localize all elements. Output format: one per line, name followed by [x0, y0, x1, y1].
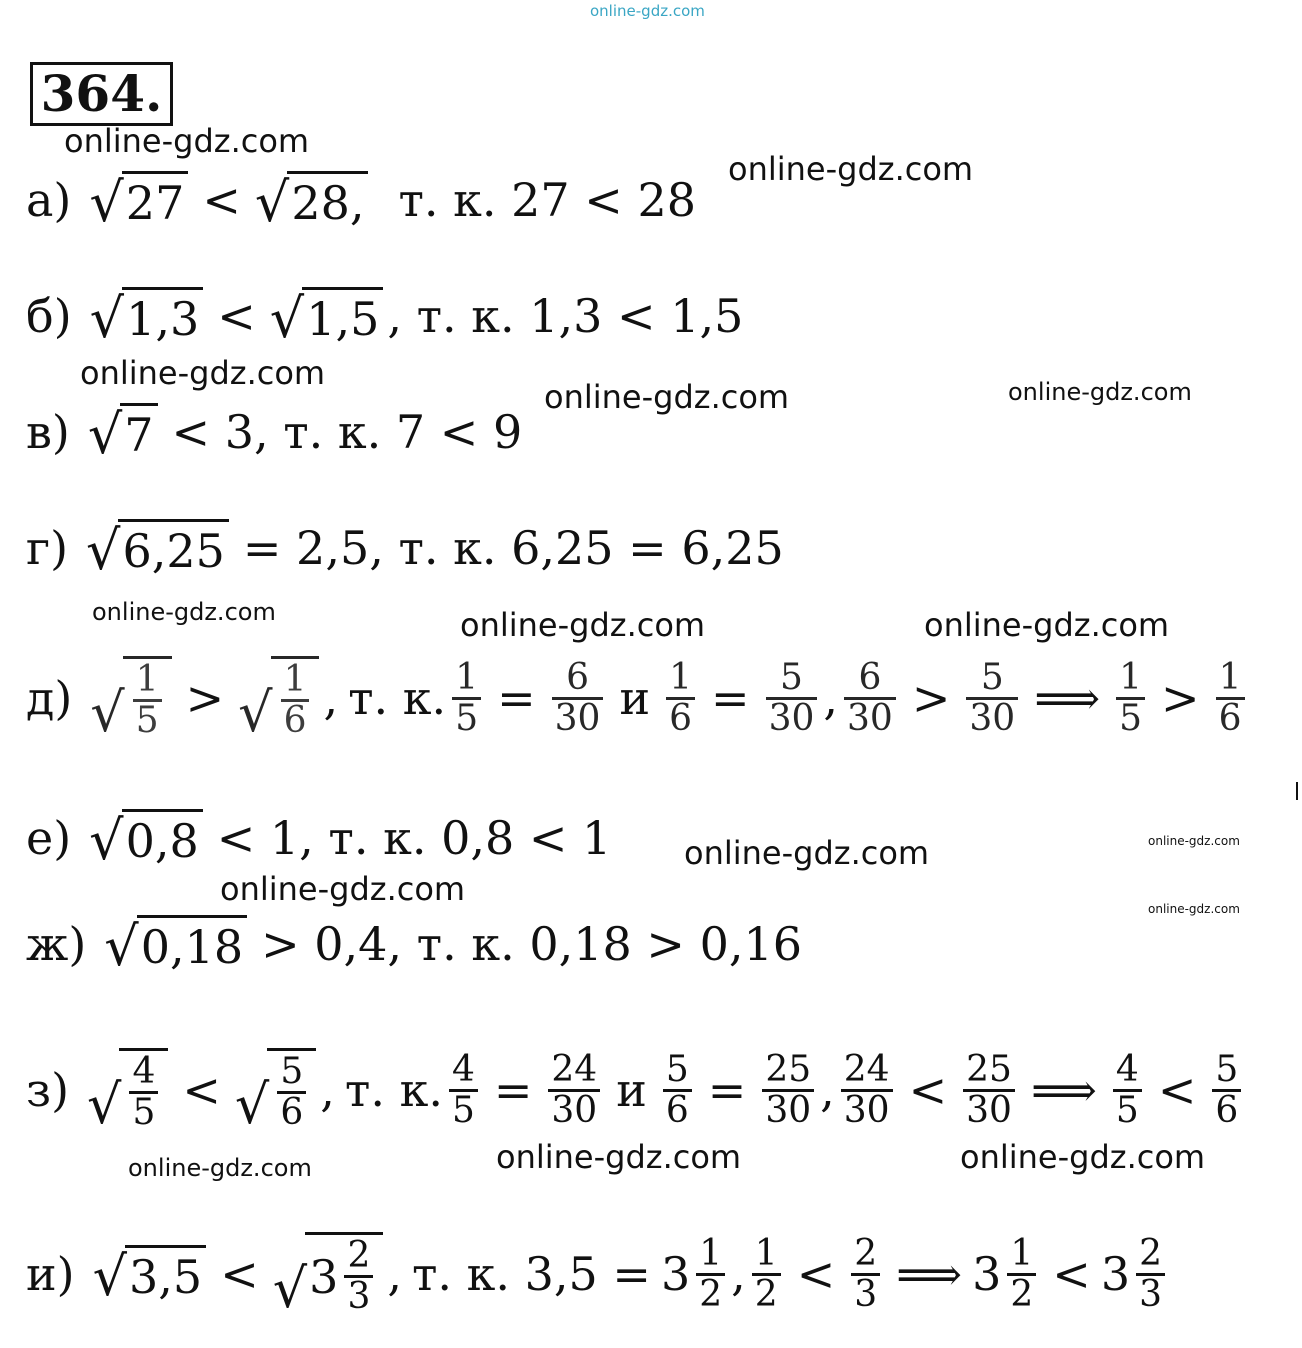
fraction: $\frac{5}{30}$ — [766, 659, 818, 738]
operator: > — [185, 671, 225, 725]
fraction: $\frac{6}{30}$ — [844, 659, 896, 738]
solution-row-d: д) √ $\frac{1}{5}$ > √ $\frac{1}{6}$ , т. к. $\frac{1}{5}$ = $\frac{6}{30}$ и $\frac{1}{6}$ = $\frac{5}{30}$ , $\frac{6}{30}$ > $\frac{5}{30}$ ⟹ $\frac{1}{5}$ > $\frac{1}{6}$ — [26, 652, 1251, 744]
solution-row-b — [26, 276, 743, 356]
item-label: е) — [26, 811, 72, 865]
solution-row-g — [26, 508, 784, 588]
operator: < — [220, 1247, 259, 1301]
fraction: $\frac{5}{30}$ — [966, 659, 1018, 738]
fraction: $\frac{1}{5}$ — [452, 659, 481, 738]
solution-row-a — [26, 160, 696, 240]
item-label: г) — [26, 521, 69, 575]
watermark: online-gdz.com — [1148, 902, 1240, 916]
watermark: online-gdz.com — [92, 598, 276, 626]
reason-text: т. к. 27 < 28 — [398, 173, 697, 227]
solution-row-zh — [26, 904, 802, 984]
square-root: √ 0,8 — [89, 809, 203, 868]
mixed-number: 3 $\frac{1}{2}$ — [661, 1235, 731, 1314]
watermark: online-gdz.com — [544, 378, 790, 416]
reason-text: < 1, т. к. 0,8 < 1 — [216, 811, 612, 865]
watermark: online-gdz.com — [590, 2, 705, 20]
mixed-number: 3 $\frac{2}{3}$ — [1101, 1235, 1171, 1314]
watermark: online-gdz.com — [64, 122, 310, 160]
square-root: √ 3,5 — [93, 1245, 207, 1304]
fraction: $\frac{24}{30}$ — [841, 1051, 893, 1130]
fraction: $\frac{1}{6}$ — [666, 659, 695, 738]
fraction: $\frac{6}{30}$ — [552, 659, 604, 738]
item-label: а) — [26, 173, 72, 227]
square-root: √ 3 $\frac{2}{3}$ — [273, 1232, 384, 1316]
margin-mark — [1296, 782, 1298, 800]
item-label: в) — [26, 405, 70, 459]
fraction: $\frac{2}{3}$ — [851, 1235, 880, 1314]
item-label: з) — [26, 1063, 70, 1117]
operator: < — [202, 173, 241, 227]
watermark: online-gdz.com — [1008, 378, 1192, 406]
square-root: √ 0,18 — [104, 915, 247, 974]
problem-number: 364. — [30, 62, 173, 126]
fraction: $\frac{25}{30}$ — [762, 1051, 814, 1130]
item-label: и) — [26, 1247, 75, 1301]
watermark: online-gdz.com — [924, 606, 1170, 644]
watermark: online-gdz.com — [1148, 834, 1240, 848]
square-root: √ $\frac{1}{6}$ — [238, 656, 319, 740]
solution-row-z: з) √ $\frac{4}{5}$ < √ $\frac{5}{6}$ , т. к. $\frac{4}{5}$ = $\frac{24}{30}$ и $\frac{5}{6}$ = $\frac{25}{30}$ , $\frac{24}{30}$ < $\frac{25}{30}$ ⟹ $\frac{4}{5}$ < $\frac{5}{6}$ — [26, 1042, 1247, 1138]
fraction: $\frac{1}{2}$ — [752, 1235, 781, 1314]
solution-row-v — [26, 392, 522, 472]
square-root: √ $\frac{5}{6}$ — [235, 1048, 316, 1132]
watermark: online-gdz.com — [220, 870, 466, 908]
reason-text: < 3, т. к. 7 < 9 — [171, 405, 523, 459]
reason-text: т. к. — [348, 671, 447, 725]
watermark: online-gdz.com — [960, 1138, 1206, 1176]
solution-row-i: и) √ 3,5 < √ 3 $\frac{2}{3}$ , т. к. 3,5 = 3 $\frac{1}{2}$ , $\frac{1}{2}$ < $\frac{2}{3}$ ⟹ 3 $\frac{1}{2}$ < 3 $\frac{2}{3}$ — [26, 1226, 1171, 1322]
operator: < — [217, 289, 256, 343]
watermark: online-gdz.com — [128, 1154, 312, 1182]
mixed-number: 3 $\frac{1}{2}$ — [972, 1235, 1042, 1314]
watermark: online-gdz.com — [496, 1138, 742, 1176]
fraction: $\frac{5}{6}$ — [1212, 1051, 1241, 1130]
fraction: $\frac{5}{6}$ — [663, 1051, 692, 1130]
solution-row-e — [26, 798, 611, 878]
watermark: online-gdz.com — [460, 606, 706, 644]
square-root: √ 1,3 — [90, 287, 204, 346]
item-label: ж) — [26, 917, 87, 971]
reason-text: , т. к. 1,3 < 1,5 — [387, 289, 744, 343]
reason-text: = 2,5, т. к. 6,25 = 6,25 — [242, 521, 784, 575]
fraction: $\frac{1}{6}$ — [1216, 659, 1245, 738]
square-root: √ $\frac{1}{5}$ — [90, 656, 171, 740]
fraction: $\frac{4}{5}$ — [449, 1051, 478, 1130]
operator: < — [182, 1063, 221, 1117]
square-root: √ 1,5 — [270, 287, 384, 346]
item-label: б) — [26, 289, 72, 343]
watermark: online-gdz.com — [80, 354, 326, 392]
square-root: √ 28, — [255, 171, 369, 230]
square-root: √ 6,25 — [86, 519, 229, 578]
fraction: $\frac{24}{30}$ — [548, 1051, 600, 1130]
square-root: √ 27 — [89, 171, 188, 230]
square-root: √ 7 — [88, 403, 158, 462]
watermark: online-gdz.com — [684, 834, 930, 872]
item-label: д) — [26, 671, 73, 725]
reason-text: т. к. — [344, 1063, 443, 1117]
fraction: $\frac{1}{5}$ — [1116, 659, 1145, 738]
square-root: √ $\frac{4}{5}$ — [87, 1048, 168, 1132]
watermark: online-gdz.com — [728, 150, 974, 188]
fraction: $\frac{25}{30}$ — [963, 1051, 1015, 1130]
reason-text: > 0,4, т. к. 0,18 > 0,16 — [261, 917, 802, 971]
reason-text: т. к. 3,5 = — [411, 1247, 651, 1301]
fraction: $\frac{4}{5}$ — [1113, 1051, 1142, 1130]
